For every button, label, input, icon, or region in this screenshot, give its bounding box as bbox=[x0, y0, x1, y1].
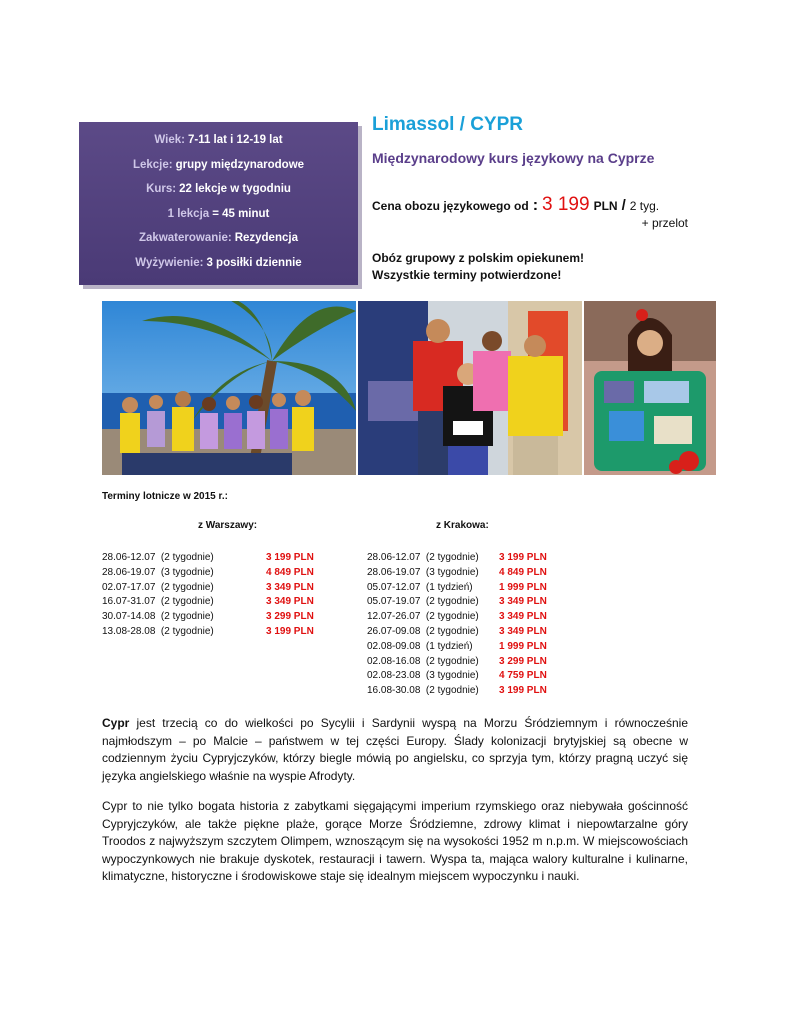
schedule-title: Terminy lotnicze w 2015 r.: bbox=[102, 491, 228, 502]
info-row-label: Kurs: bbox=[146, 183, 177, 196]
info-row-label: Wyżywienie: bbox=[135, 256, 204, 269]
schedule-price: 3 199 PLN bbox=[266, 552, 314, 563]
price-label: Cena obozu językowego od bbox=[372, 199, 529, 213]
schedule-price: 1 999 PLN bbox=[499, 581, 547, 593]
info-row-label: 1 lekcja bbox=[167, 207, 210, 220]
description-paragraph-1 bbox=[102, 715, 688, 785]
schedule-row bbox=[367, 669, 567, 684]
info-row bbox=[79, 251, 358, 276]
info-row-value: Rezydencja bbox=[234, 232, 298, 245]
schedule-row bbox=[367, 610, 567, 625]
description-paragraph-2: Cypr to nie tylko bogata historia z zabytkami sięgającymi imperium rzymskiego oraz niebywała gościnność Cypryjczyków, ale także piękne plaże, gorące Morze Śródziemne, zdrowy klimat i niepowtarzalne góry Troodos z najwyższym szczytem Olimpem, wznoszącym się na wysokości 1952 m n.p.m. W miejscowościach wypoczynkowych nie brakuje dyskotek, restauracji i tawern. Wyspa ta, mająca walory kulturalne i kulinarne, klimatyczne, historyczne i środowiskowe staje się idealnym miejscem wypoczynku i nauki. bbox=[102, 799, 688, 883]
schedule-row bbox=[102, 581, 332, 596]
krakow-heading: z Krakowa: bbox=[436, 520, 489, 531]
info-row-value: = 45 minut bbox=[212, 207, 270, 220]
info-box bbox=[79, 122, 358, 285]
photo-girl-cyprus-pillow bbox=[584, 301, 716, 475]
warsaw-heading: z Warszawy: bbox=[198, 520, 258, 531]
info-row-value: grupy międzynarodowe bbox=[175, 158, 305, 171]
schedule-dates: 05.07-19.07 (2 tygodnie) bbox=[367, 596, 479, 608]
description-p1-text: jest trzecią co do wielkości po Sycylii i Sardynii wyspą na Morzu Śródziemnym i równocześnie najmłodszym – po Malcie – państwem w tej części Europy. Ślady kolonizacji brytyjskiej są obecne w codziennym życiu Cypryjczyków, którzy biegle mówią po angielsku, co sprzyja tym, którzy pragną uczyć się języka angielskiego właśnie na wyspie Afrodyty. bbox=[102, 716, 688, 783]
schedule-dates: 26.07-09.08 (2 tygodnie) bbox=[367, 625, 479, 637]
price-currency: PLN bbox=[593, 199, 618, 213]
schedule-price: 4 849 PLN bbox=[499, 566, 547, 578]
price-amount: 3 199 bbox=[542, 194, 590, 215]
cypr-bold: Cypr bbox=[102, 716, 130, 730]
schedule-dates: 16.08-30.08 (2 tygodnie) bbox=[367, 685, 479, 697]
info-row-value: 22 lekcje w tygodniu bbox=[179, 183, 291, 196]
schedule-dates: 02.08-16.08 (2 tygodnie) bbox=[367, 655, 479, 667]
schedule-row bbox=[367, 595, 567, 610]
schedule-price: 3 199 PLN bbox=[499, 685, 547, 697]
schedule-dates: 28.06-19.07 (3 tygodnie) bbox=[367, 566, 479, 578]
schedule-dates: 02.07-17.07 (2 tygodnie) bbox=[102, 581, 214, 593]
group-line-1: Obóz grupowy z polskim opiekunem! bbox=[372, 251, 585, 265]
page-subtitle: Międzynarodowy kurs językowy na Cyprze bbox=[372, 150, 655, 166]
schedule-dates: 28.06-12.07 (2 tygodnie) bbox=[102, 552, 214, 563]
page-title: Limassol / CYPR bbox=[372, 114, 523, 135]
group-info bbox=[372, 250, 584, 284]
price-duration: 2 tyg. bbox=[629, 199, 660, 213]
schedule-row bbox=[102, 595, 332, 610]
schedule-price: 3 199 PLN bbox=[266, 625, 314, 637]
schedule-dates: 30.07-14.08 (2 tygodnie) bbox=[102, 611, 214, 623]
schedule-dates: 05.07-12.07 (1 tydzień) bbox=[367, 581, 473, 593]
info-row-value: 7-11 lat i 12-19 lat bbox=[187, 134, 283, 147]
schedule-price: 3 349 PLN bbox=[266, 596, 314, 608]
price-line bbox=[372, 194, 659, 216]
schedule-row bbox=[367, 551, 567, 566]
info-row bbox=[79, 202, 358, 227]
info-row bbox=[79, 153, 358, 178]
schedule-row bbox=[102, 566, 332, 581]
krakow-schedule bbox=[367, 551, 567, 699]
schedule-dates: 28.06-19.07 (3 tygodnie) bbox=[102, 566, 214, 578]
photo-shop-cyprus-shirts bbox=[358, 301, 582, 475]
info-row bbox=[79, 128, 358, 153]
schedule-price: 4 849 PLN bbox=[266, 566, 314, 578]
schedule-dates: 28.06-12.07 (2 tygodnie) bbox=[367, 552, 479, 563]
schedule-row bbox=[102, 610, 332, 625]
schedule-row bbox=[102, 551, 332, 566]
schedule-dates: 02.08-09.08 (1 tydzień) bbox=[367, 640, 473, 652]
info-row-value: 3 posiłki dziennie bbox=[206, 256, 302, 269]
schedule-row bbox=[367, 581, 567, 596]
schedule-price: 3 349 PLN bbox=[499, 611, 547, 623]
schedule-dates: 02.08-23.08 (3 tygodnie) bbox=[367, 670, 479, 682]
schedule-row bbox=[102, 625, 332, 640]
schedule-price: 1 999 PLN bbox=[499, 640, 547, 652]
schedule-price: 3 349 PLN bbox=[499, 596, 547, 608]
info-row bbox=[79, 177, 358, 202]
schedule-price: 4 759 PLN bbox=[499, 670, 547, 682]
info-row-label: Zakwaterowanie: bbox=[139, 232, 232, 245]
schedule-price: 3 349 PLN bbox=[499, 625, 547, 637]
schedule-row bbox=[367, 684, 567, 699]
schedule-price: 3 299 PLN bbox=[266, 611, 314, 623]
info-rows bbox=[79, 122, 358, 275]
info-row-label: Lekcje: bbox=[132, 158, 173, 171]
schedule-row bbox=[367, 655, 567, 670]
schedule-row bbox=[367, 625, 567, 640]
schedule-dates: 12.07-26.07 (2 tygodnie) bbox=[367, 611, 479, 623]
group-line-2: Wszystkie terminy potwierdzone! bbox=[372, 268, 562, 282]
schedule-dates: 16.07-31.07 (2 tygodnie) bbox=[102, 596, 214, 608]
schedule-price: 3 349 PLN bbox=[266, 581, 314, 593]
price-slash: / bbox=[621, 197, 626, 214]
price-transfer: + przelot bbox=[641, 216, 688, 230]
photo-beach-palm bbox=[102, 301, 356, 475]
schedule-price: 3 299 PLN bbox=[499, 655, 547, 667]
info-row bbox=[79, 226, 358, 251]
schedule-price: 3 199 PLN bbox=[499, 552, 547, 563]
info-row-label: Wiek: bbox=[154, 134, 185, 147]
schedule-row bbox=[367, 566, 567, 581]
warsaw-schedule bbox=[102, 551, 332, 640]
schedule-row bbox=[367, 640, 567, 655]
price-colon: : bbox=[532, 197, 539, 214]
schedule-dates: 13.08-28.08 (2 tygodnie) bbox=[102, 625, 214, 637]
